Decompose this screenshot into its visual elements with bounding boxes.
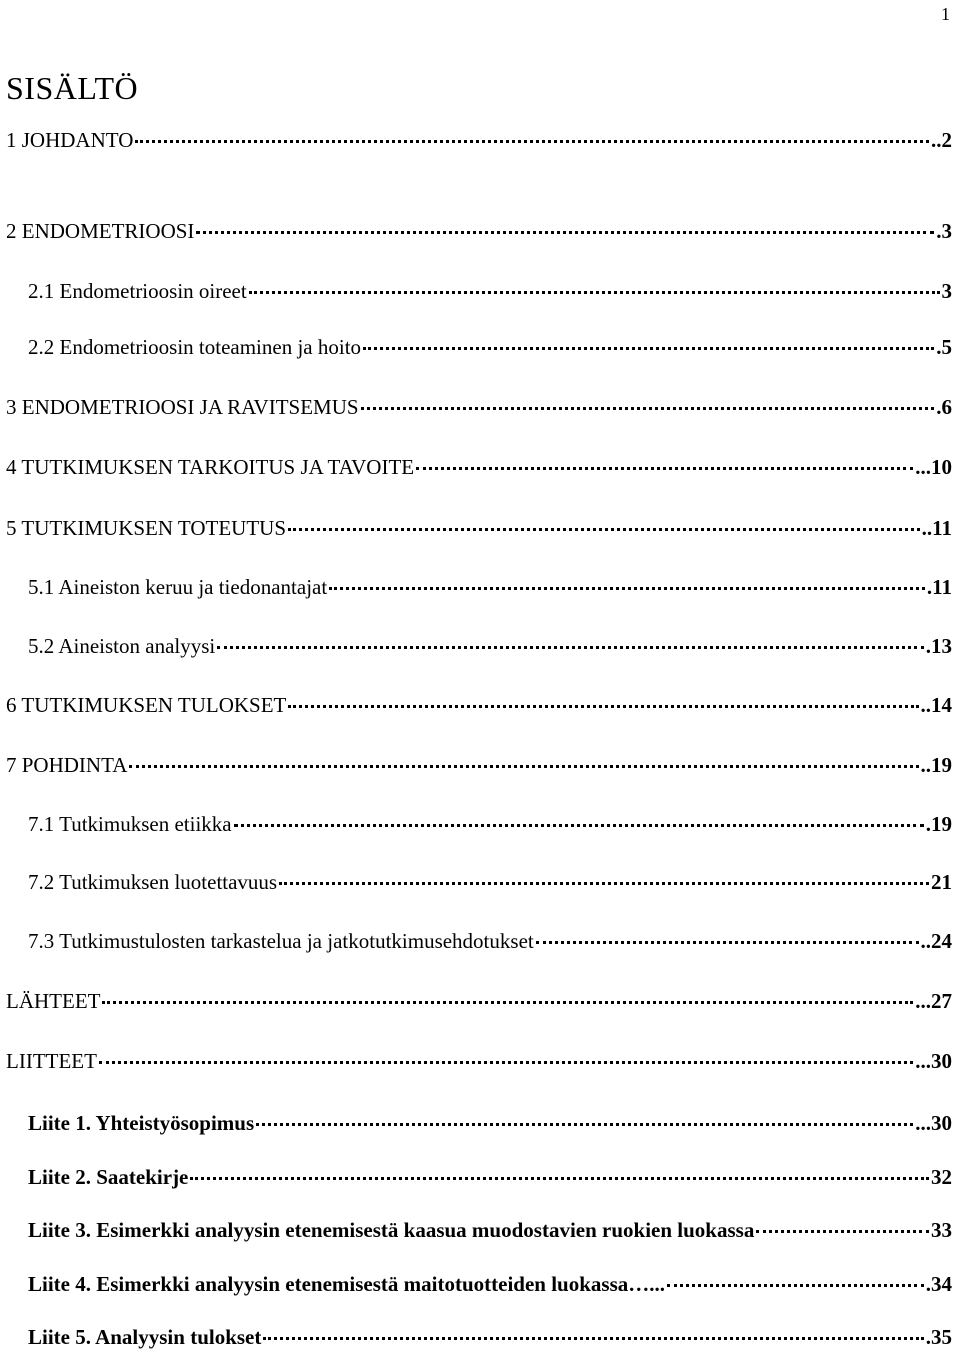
toc-entry-oireet[interactable] bbox=[28, 279, 952, 304]
page-number: 1 bbox=[941, 4, 950, 24]
toc-entry-page: .6 bbox=[936, 395, 952, 419]
toc-entry-keruu[interactable] bbox=[28, 575, 952, 600]
toc-entry-label: 5.2 Aineiston analyysi bbox=[28, 634, 216, 658]
toc-entry-liite-5[interactable] bbox=[28, 1325, 952, 1350]
toc-entry-page: .19 bbox=[925, 812, 952, 836]
toc-entry-pohdinta[interactable] bbox=[6, 753, 952, 778]
toc-entry-tarkoitus[interactable] bbox=[6, 455, 952, 480]
toc-entry-page: ...10 bbox=[915, 455, 952, 479]
dot-leader bbox=[263, 1337, 923, 1340]
toc-entry-label: Liite 2. Saatekirje bbox=[28, 1165, 189, 1189]
toc-entry-page: .3 bbox=[936, 219, 952, 243]
dot-leader bbox=[288, 705, 918, 708]
toc-entry-page: 33 bbox=[931, 1218, 952, 1242]
dot-leader bbox=[135, 140, 929, 143]
toc-entry-analyysi[interactable] bbox=[28, 634, 952, 659]
dot-leader bbox=[129, 765, 918, 768]
toc-entry-page: .11 bbox=[926, 575, 952, 599]
toc-entry-page: 21 bbox=[931, 870, 952, 894]
toc-entry-page: ..11 bbox=[921, 516, 952, 540]
toc-entry-page: ..24 bbox=[920, 929, 952, 953]
toc-entry-toteaminen[interactable] bbox=[28, 335, 952, 360]
toc-entry-page: 32 bbox=[931, 1165, 952, 1189]
toc-entry-label: 5.1 Aineiston keruu ja tiedonantajat bbox=[28, 575, 328, 599]
toc-entry-label: 2 ENDOMETRIOOSI bbox=[6, 219, 195, 243]
toc-entry-page: 3 bbox=[941, 279, 952, 303]
toc-entry-liite-4[interactable] bbox=[28, 1272, 952, 1297]
dot-leader bbox=[99, 1061, 913, 1064]
dot-leader bbox=[361, 407, 935, 410]
dot-leader bbox=[256, 1123, 913, 1126]
toc-entry-johdanto[interactable] bbox=[6, 128, 952, 153]
toc-entry-page: .35 bbox=[925, 1325, 952, 1349]
toc-entry-page: ...27 bbox=[915, 989, 952, 1013]
dot-leader bbox=[234, 824, 924, 827]
toc-entry-label: LIITTEET bbox=[6, 1049, 97, 1073]
toc-entry-label: 1 JOHDANTO bbox=[6, 128, 134, 152]
toc-entry-label: 7 POHDINTA bbox=[6, 753, 128, 777]
dot-leader bbox=[249, 291, 940, 294]
toc-entry-luotettavuus[interactable] bbox=[28, 870, 952, 895]
dot-leader bbox=[416, 467, 913, 470]
page-title: SISÄLTÖ bbox=[6, 70, 139, 106]
toc-entry-label: Liite 5. Analyysin tulokset bbox=[28, 1325, 262, 1349]
dot-leader bbox=[102, 1001, 913, 1004]
dot-leader bbox=[279, 882, 929, 885]
toc-entry-lahteet[interactable] bbox=[6, 989, 952, 1014]
toc-entry-endometrioosi[interactable] bbox=[6, 219, 952, 244]
toc-entry-page: ...30 bbox=[915, 1049, 952, 1073]
dot-leader bbox=[536, 941, 919, 944]
toc-entry-label: Liite 1. Yhteistyösopimus bbox=[28, 1111, 255, 1135]
toc-entry-page: .34 bbox=[925, 1272, 952, 1296]
toc-entry-page: ..19 bbox=[920, 753, 952, 777]
toc-entry-toteutus[interactable] bbox=[6, 516, 952, 541]
toc-entry-label: 5 TUTKIMUKSEN TOTEUTUS bbox=[6, 516, 287, 540]
toc-entry-label: Liite 3. Esimerkki analyysin etenemisestä kaasua muodostavien ruokien luokassa bbox=[28, 1218, 755, 1242]
toc-entry-liite-3[interactable] bbox=[28, 1218, 952, 1243]
dot-leader bbox=[329, 587, 925, 590]
toc-entry-label: 7.3 Tutkimustulosten tarkastelua ja jatkotutkimusehdotukset bbox=[28, 929, 534, 953]
toc-entry-label: LÄHTEET bbox=[6, 989, 101, 1013]
dot-leader bbox=[196, 231, 934, 234]
toc-entry-jatkotutkimus[interactable] bbox=[28, 929, 952, 954]
dot-leader bbox=[363, 347, 934, 350]
toc-entry-label: Liite 4. Esimerkki analyysin etenemisestä maitotuotteiden luokassa…... bbox=[28, 1272, 666, 1296]
dot-leader bbox=[217, 646, 924, 649]
toc-entry-label: 2.1 Endometrioosin oireet bbox=[28, 279, 247, 303]
toc-entry-label: 7.1 Tutkimuksen etiikka bbox=[28, 812, 232, 836]
toc-entry-label: 2.2 Endometrioosin toteaminen ja hoito bbox=[28, 335, 362, 359]
toc-entry-label: 4 TUTKIMUKSEN TARKOITUS JA TAVOITE bbox=[6, 455, 415, 479]
dot-leader bbox=[756, 1230, 929, 1233]
toc-entry-page: ..2 bbox=[931, 128, 952, 152]
toc-entry-label: 3 ENDOMETRIOOSI JA RAVITSEMUS bbox=[6, 395, 359, 419]
toc-entry-etiikka[interactable] bbox=[28, 812, 952, 837]
toc-entry-ravitsemus[interactable] bbox=[6, 395, 952, 420]
toc-entry-label: 6 TUTKIMUKSEN TULOKSET bbox=[6, 693, 287, 717]
dot-leader bbox=[288, 528, 920, 531]
toc-entry-label: 7.2 Tutkimuksen luotettavuus bbox=[28, 870, 278, 894]
toc-entry-page: ...30 bbox=[915, 1111, 952, 1135]
dot-leader bbox=[667, 1284, 924, 1287]
toc-entry-liite-1[interactable] bbox=[28, 1111, 952, 1136]
toc-entry-page: ..14 bbox=[920, 693, 952, 717]
toc-entry-liite-2[interactable] bbox=[28, 1165, 952, 1190]
toc-entry-page: .13 bbox=[925, 634, 952, 658]
dot-leader bbox=[190, 1177, 929, 1180]
toc-entry-tulokset[interactable] bbox=[6, 693, 952, 718]
toc-entry-page: .5 bbox=[936, 335, 952, 359]
toc-entry-liitteet[interactable] bbox=[6, 1049, 952, 1074]
